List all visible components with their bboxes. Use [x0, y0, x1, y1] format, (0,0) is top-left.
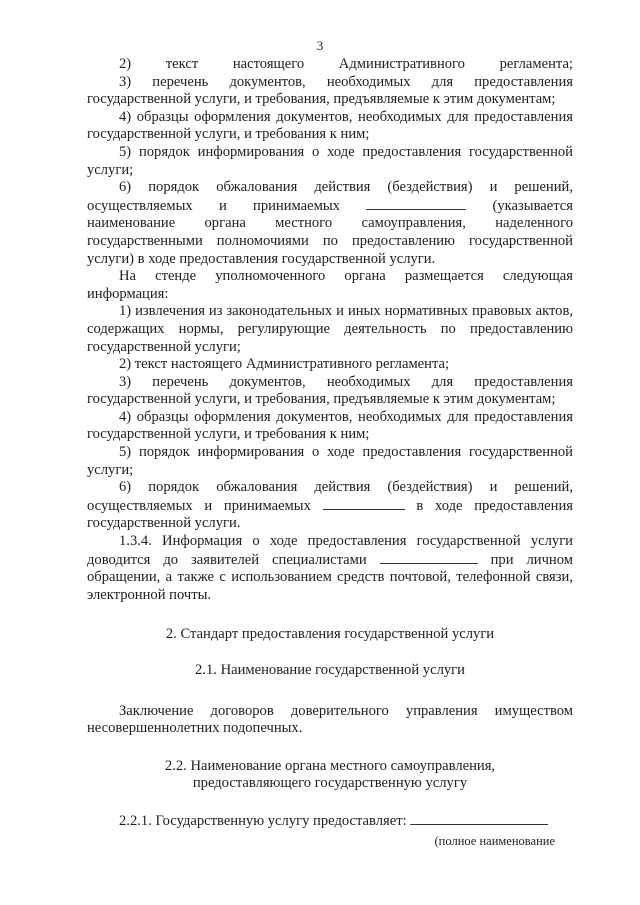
footnote: (полное наименование: [434, 833, 555, 848]
section-2-2-title-line1: 2.2. Наименование органа местного самоуправления,: [164, 757, 496, 774]
page-number: 3: [316, 38, 324, 53]
section-2-title: 2. Стандарт предоставления государственной услуги: [165, 626, 495, 643]
list1-item-4: 4) образцы оформления документов, необходимых для предоставления государственной услуги, и требования к ним;: [87, 108, 573, 143]
document-body: [87, 56, 573, 850]
stand-intro: На стенде уполномоченного органа размещается следующая информация:: [87, 268, 573, 302]
section-2-2-title: [87, 758, 573, 793]
list2-item-6-before: 6) порядок обжалования действия (бездействия) и решений, осуществляемых и принимаемых: [87, 479, 573, 514]
list1-item-6-before: 6) порядок обжалования действия (бездействия) и решений, осуществляемых и принимаемых: [87, 179, 573, 214]
paragraph-2-2-1: [87, 812, 573, 831]
list1-item-6-after: (указывается наименование органа местного самоуправления, наделенного государственными полномочиями по предоставлению государственной услуги) в ходе предоставления государственной услуги.: [87, 197, 573, 267]
list1-item-6: [87, 179, 573, 268]
fill-blank: [380, 551, 478, 564]
list1-item-2: 2) текст настоящего Административного регламента;: [119, 56, 573, 72]
list2-item-5: 5) порядок информирования о ходе предоставления государственной услуги;: [87, 444, 573, 478]
list2-item-3: 3) перечень документов, необходимых для предоставления государственной услуги, и требования, предъявляемые к этим документам;: [87, 373, 573, 408]
service-name: Заключение договоров доверительного управления имуществом несовершеннолетних подопечных.: [87, 702, 573, 737]
list1-item-5: 5) порядок информирования о ходе предоставления государственной услуги;: [87, 143, 573, 178]
section-2-2-title-line2: предоставляющего государственную услугу: [192, 775, 468, 792]
list1-item-3: 3) перечень документов, необходимых для предоставления государственной услуги, и требования, предъявляемые к этим документам;: [87, 73, 573, 108]
fill-blank: [410, 812, 548, 825]
list2-item-2: 2) текст настоящего Административного регламента;: [119, 356, 450, 373]
p221-text: 2.2.1. Государственную услугу предоставляет:: [119, 812, 407, 829]
list2-item-4: 4) образцы оформления документов, необходимых для предоставления государственной услуги, и требования к ним;: [87, 408, 573, 443]
fill-blank: [366, 197, 466, 210]
fill-blank: [323, 497, 405, 510]
paragraph-1-3-4: [87, 533, 573, 604]
list2-item-6: [87, 479, 573, 533]
p134-before: 1.3.4. Информация о ходе предоставления государственной услуги доводится до заявителей специалистами: [87, 533, 573, 568]
section-2-1-title: 2.1. Наименование государственной услуги: [195, 662, 465, 678]
list2-item-1: 1) извлечения из законодательных и иных нормативных правовых актов, содержащих нормы, регулирующие деятельность по предоставлению государственной услуги;: [87, 303, 573, 355]
p134-after: при личном обращении, а также с использованием средств почтовой, телефонной связи, электронной почты.: [87, 551, 573, 603]
list2-item-6-after: в ходе предоставления государственной услуги.: [87, 497, 573, 532]
